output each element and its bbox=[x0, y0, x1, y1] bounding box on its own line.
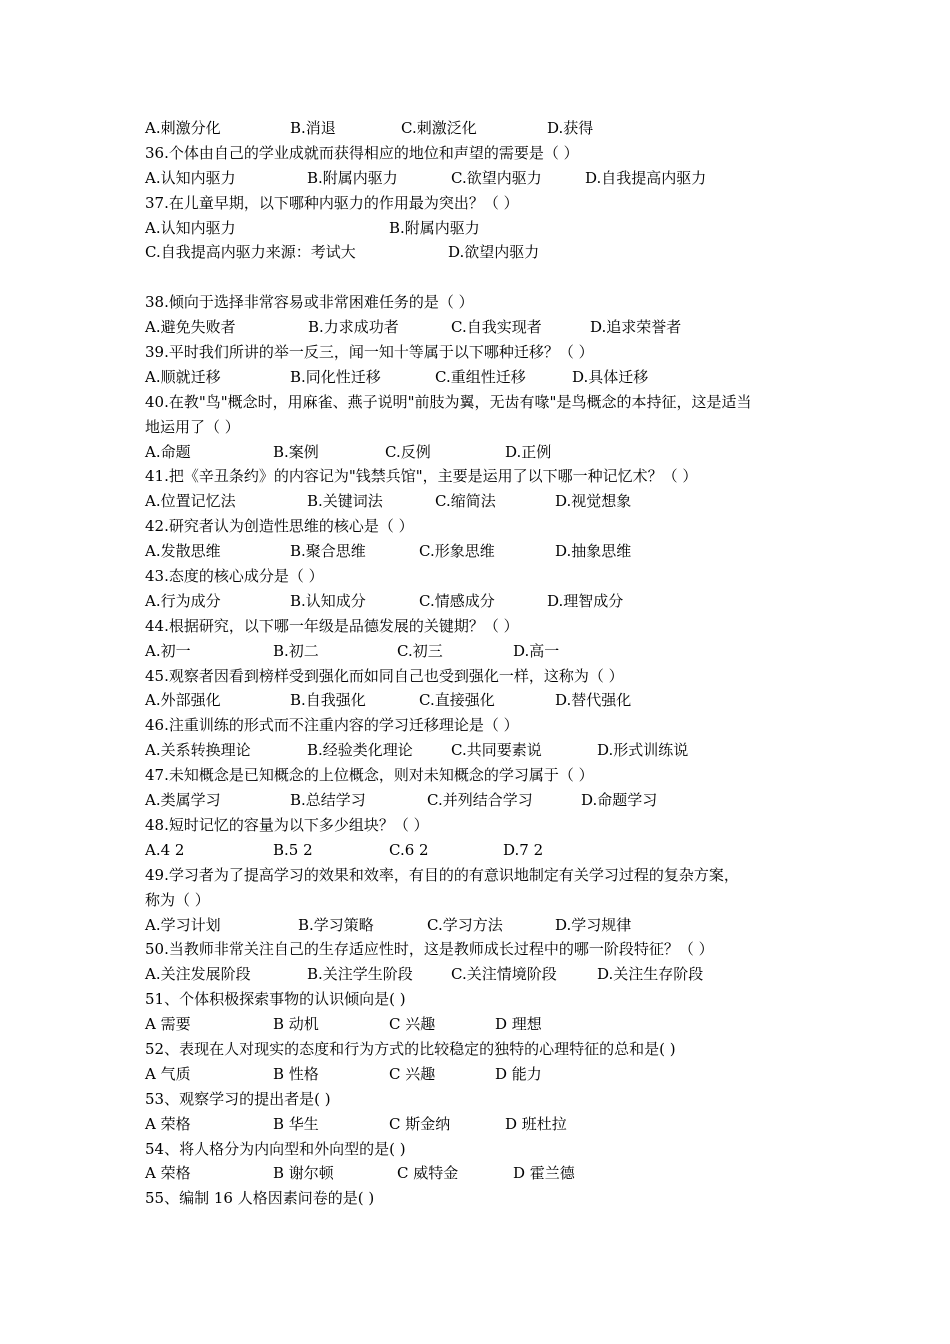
answer-option: C.学习方法 bbox=[427, 915, 503, 934]
answer-option: C 斯金纳 bbox=[389, 1114, 451, 1133]
question-text: 地运用了（ ） bbox=[145, 417, 240, 436]
option-row bbox=[145, 688, 825, 713]
answer-option: A.认知内驱力 bbox=[145, 168, 236, 187]
answer-option: D 能力 bbox=[495, 1064, 542, 1083]
option-row bbox=[145, 1161, 825, 1186]
question-text: 39.平时我们所讲的举一反三，闻一知十等属于以下哪种迁移？（ ） bbox=[145, 343, 594, 362]
question-text: 52、表现在人对现实的态度和行为方式的比较稳定的独特的心理特征的总和是( ) bbox=[145, 1039, 676, 1058]
answer-option: A.4 2 bbox=[145, 840, 185, 859]
answer-option: B.附属内驱力 bbox=[307, 168, 398, 187]
answer-option: A.初一 bbox=[145, 641, 191, 660]
answer-option: B.关键词法 bbox=[307, 492, 383, 511]
answer-option: A 需要 bbox=[145, 1015, 191, 1034]
answer-option: A 气质 bbox=[145, 1064, 191, 1083]
answer-option: C 兴趣 bbox=[389, 1015, 436, 1034]
answer-option: D.抽象思维 bbox=[555, 542, 632, 561]
option-row bbox=[145, 240, 825, 265]
answer-option: B.力求成功者 bbox=[308, 318, 399, 337]
option-row bbox=[145, 166, 825, 191]
option-row bbox=[145, 116, 825, 141]
answer-option: D.理智成分 bbox=[547, 591, 624, 610]
answer-option: D.欲望内驱力 bbox=[448, 243, 540, 262]
option-row bbox=[145, 738, 825, 763]
answer-option: A.关系转换理论 bbox=[145, 741, 251, 760]
answer-option: B.聚合思维 bbox=[290, 542, 366, 561]
question-text: 38.倾向于选择非常容易或非常困难任务的是（ ） bbox=[145, 293, 474, 312]
answer-option: A.行为成分 bbox=[145, 591, 221, 610]
answer-option: B.附属内驱力 bbox=[389, 218, 480, 237]
answer-option: C 兴趣 bbox=[389, 1064, 436, 1083]
option-row bbox=[145, 962, 825, 987]
answer-option: B.学习策略 bbox=[298, 915, 374, 934]
answer-option: C.欲望内驱力 bbox=[451, 168, 542, 187]
question-text: 48.短时记忆的容量为以下多少组块？（ ） bbox=[145, 815, 429, 834]
answer-option: C.直接强化 bbox=[419, 691, 495, 710]
answer-option: C.共同要素说 bbox=[451, 741, 542, 760]
question-text: 50.当教师非常关注自己的生存适应性时，这是教师成长过程中的哪一阶段特征？（ ） bbox=[145, 940, 714, 959]
answer-option: C.自我提高内驱力来源：考试大 bbox=[145, 243, 356, 262]
question-text: 36.个体由自己的学业成就而获得相应的地位和声望的需要是（ ） bbox=[145, 143, 579, 162]
question-text: 42.研究者认为创造性思维的核心是（ ） bbox=[145, 517, 414, 536]
answer-option: B.初二 bbox=[273, 641, 319, 660]
answer-option: C.情感成分 bbox=[419, 591, 495, 610]
answer-option: D.命题学习 bbox=[581, 791, 658, 810]
answer-option: A.学习计划 bbox=[145, 915, 221, 934]
question-text: 54、将人格分为内向型和外向型的是( ) bbox=[145, 1139, 406, 1158]
answer-option: D.关注生存阶段 bbox=[597, 965, 704, 984]
answer-option: A.类属学习 bbox=[145, 791, 221, 810]
question-text: 称为（ ） bbox=[145, 890, 210, 909]
answer-option: A.命题 bbox=[145, 442, 191, 461]
option-row bbox=[145, 913, 825, 938]
option-row bbox=[145, 1062, 825, 1087]
answer-option: A.顺就迁移 bbox=[145, 367, 221, 386]
answer-option: B 华生 bbox=[273, 1114, 319, 1133]
question-text: 37.在儿童早期，以下哪种内驱力的作用最为突出？（ ） bbox=[145, 193, 519, 212]
answer-option: C.自我实现者 bbox=[451, 318, 542, 337]
answer-option: B.关注学生阶段 bbox=[307, 965, 413, 984]
answer-option: D.正例 bbox=[505, 442, 552, 461]
option-row bbox=[145, 440, 825, 465]
answer-option: A.刺激分化 bbox=[145, 119, 221, 137]
option-row bbox=[145, 489, 825, 514]
option-row bbox=[145, 639, 825, 664]
answer-option: B.总结学习 bbox=[290, 791, 366, 810]
answer-option: A.关注发展阶段 bbox=[145, 965, 251, 984]
blank-line bbox=[145, 265, 825, 290]
answer-option: C.反例 bbox=[385, 442, 431, 461]
answer-option: C.6 2 bbox=[389, 840, 429, 859]
answer-option: A.发散思维 bbox=[145, 542, 221, 561]
question-text: 53、观察学习的提出者是( ) bbox=[145, 1089, 331, 1108]
question-text: 41.把《辛丑条约》的内容记为"钱禁兵馆"，主要是运用了以下哪一种记忆术？（ ） bbox=[145, 467, 698, 486]
question-text: 46.注重训练的形式而不注重内容的学习迁移理论是（ ） bbox=[145, 716, 519, 735]
answer-option: B.认知成分 bbox=[290, 591, 366, 610]
answer-option: D.形式训练说 bbox=[597, 741, 689, 760]
answer-option: D.追求荣誉者 bbox=[590, 318, 682, 337]
answer-option: B.5 2 bbox=[273, 840, 313, 859]
answer-option: B.经验类化理论 bbox=[307, 741, 413, 760]
option-row bbox=[145, 539, 825, 564]
question-text: 40.在教"鸟"概念时，用麻雀、燕子说明"前肢为翼，无齿有喙"是鸟概念的本持征，这是适当 bbox=[145, 392, 752, 411]
option-row bbox=[145, 216, 825, 241]
answer-option: A.认知内驱力 bbox=[145, 218, 236, 237]
option-row bbox=[145, 1112, 825, 1137]
option-row bbox=[145, 589, 825, 614]
answer-option: B 性格 bbox=[273, 1064, 319, 1083]
answer-option: B 谢尔顿 bbox=[273, 1164, 334, 1183]
answer-option: D.获得 bbox=[547, 119, 594, 137]
answer-option: A.外部强化 bbox=[145, 691, 221, 710]
answer-option: B.自我强化 bbox=[290, 691, 366, 710]
answer-option: A.位置记忆法 bbox=[145, 492, 236, 511]
answer-option: B 动机 bbox=[273, 1015, 319, 1034]
question-text: 44.根据研究，以下哪一年级是品德发展的关键期？（ ） bbox=[145, 616, 519, 635]
question-text: 49.学习者为了提高学习的效果和效率，有目的的有意识地制定有关学习过程的复杂方案， bbox=[145, 865, 739, 884]
answer-option: D 霍兰德 bbox=[513, 1164, 575, 1183]
option-row bbox=[145, 365, 825, 390]
option-row bbox=[145, 788, 825, 813]
answer-option: D.7 2 bbox=[503, 840, 544, 859]
answer-option: D.替代强化 bbox=[555, 691, 632, 710]
answer-option: C.形象思维 bbox=[419, 542, 495, 561]
answer-option: A 荣格 bbox=[145, 1114, 191, 1133]
question-text: 51、个体积极探索事物的认识倾向是( ) bbox=[145, 990, 406, 1009]
answer-option: D.视觉想象 bbox=[555, 492, 632, 511]
answer-option: D.高一 bbox=[513, 641, 560, 660]
option-row bbox=[145, 838, 825, 863]
answer-option: C.关注情境阶段 bbox=[451, 965, 557, 984]
answer-option: D.具体迁移 bbox=[572, 367, 649, 386]
answer-option: D 理想 bbox=[495, 1015, 542, 1034]
exam-page bbox=[145, 116, 825, 1211]
answer-option: D.自我提高内驱力 bbox=[585, 168, 707, 187]
option-row bbox=[145, 315, 825, 340]
answer-option: C 威特金 bbox=[397, 1164, 459, 1183]
question-text: 43.态度的核心成分是（ ） bbox=[145, 567, 324, 586]
answer-option: C.重组性迁移 bbox=[435, 367, 526, 386]
answer-option: C.刺激泛化 bbox=[401, 119, 477, 137]
question-text: 55、编制 16 人格因素问卷的是( ) bbox=[145, 1189, 375, 1208]
answer-option: B.案例 bbox=[273, 442, 319, 461]
answer-option: C.缩简法 bbox=[435, 492, 496, 511]
option-row bbox=[145, 1012, 825, 1037]
question-text: 45.观察者因看到榜样受到强化而如同自己也受到强化一样，这称为（ ） bbox=[145, 666, 624, 685]
answer-option: A 荣格 bbox=[145, 1164, 191, 1183]
answer-option: B.消退 bbox=[290, 119, 336, 137]
question-text: 47.未知概念是已知概念的上位概念，则对未知概念的学习属于（ ） bbox=[145, 766, 594, 785]
answer-option: B.同化性迁移 bbox=[290, 367, 381, 386]
answer-option: C.初三 bbox=[397, 641, 443, 660]
answer-option: C.并列结合学习 bbox=[427, 791, 533, 810]
answer-option: D.学习规律 bbox=[555, 915, 632, 934]
answer-option: A.避免失败者 bbox=[145, 318, 236, 337]
answer-option: D 班杜拉 bbox=[505, 1114, 567, 1133]
